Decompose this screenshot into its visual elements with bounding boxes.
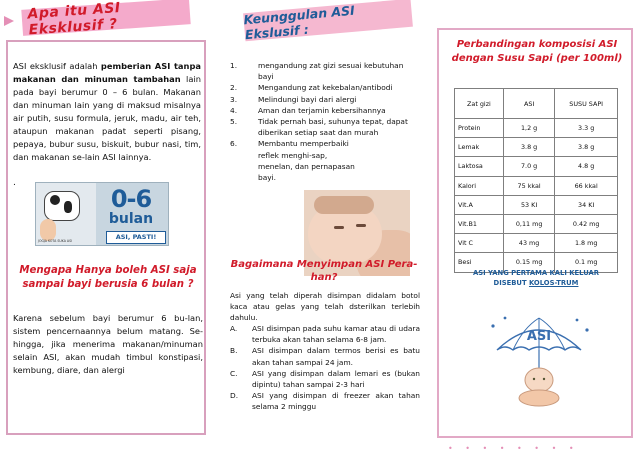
list-text: Melindungi bayi dari alergi: [258, 94, 357, 104]
promo-tag: ASI, PASTI!: [106, 231, 166, 244]
table-header: SUSU SAPI: [555, 89, 618, 119]
list-item: [230, 390, 420, 412]
list-item: [230, 138, 358, 183]
storage-list: [230, 323, 420, 413]
table-cell: Laktosa: [455, 157, 504, 176]
list-item: [230, 116, 416, 138]
list-item: [230, 105, 416, 116]
comparison-table: [454, 88, 618, 273]
list-text: ASI yang disimpan di freezer akan tahan selama 2 minggu: [252, 391, 420, 412]
list-text: Membantu memperbaiki reflek menghi-sap, menelan, dan pernapasan bayi.: [258, 139, 355, 183]
list-letter: B.: [230, 346, 238, 356]
kolostrum-note-text: ASI YANG PERTAMA KALI KELUAR DISEBUT: [472, 269, 600, 287]
table-cell: 3.3 g: [555, 119, 618, 138]
table-row: [455, 234, 618, 253]
table-cell: 66 kkal: [555, 176, 618, 195]
definition-text-end: lain pada bayi berumur 0 – 6 bulan. Makanan dan minuman lain yang di maksud misalnya air putih, susu formula, jeruk, madu, air teh, ataupun makanan padat seperti pisang, pepaya, bubur susu, biskuit, bubur nasi, tim, dan makanan se-lain ASI lainnya.: [13, 74, 202, 162]
table-cell: Vit.A: [455, 195, 504, 214]
table-cell: 4.8 g: [555, 157, 618, 176]
banner-keunggulan-text: Keunggulan ASI Ekslusif :: [243, 2, 356, 43]
promo-caption: JOGJA KOTA SUKA ASI: [38, 239, 73, 243]
cow-spot: [50, 195, 60, 205]
list-number: 1.: [230, 61, 238, 70]
table-row: [455, 157, 618, 176]
cow-icon: [44, 191, 80, 221]
list-item: [230, 82, 416, 93]
comparison-title: Perbandingan komposisi ASI dengan Susu Sapi (per 100ml): [451, 39, 623, 64]
decorative-dots: • • • • • • • •: [448, 444, 579, 452]
list-item: [230, 323, 420, 345]
baby-eye: [543, 378, 545, 380]
table-header: Zat gizi: [455, 89, 504, 119]
asi-0-6-bulan-image: [35, 182, 169, 246]
list-number: 6.: [230, 139, 238, 149]
banner-keunggulan: [243, 0, 413, 41]
list-letter: D.: [230, 391, 239, 401]
baby-head: [525, 368, 553, 392]
table-row: [455, 176, 618, 195]
advantages-list: [230, 60, 416, 183]
list-item: [230, 368, 420, 390]
rain-drop: [491, 324, 494, 327]
table-cell: Protein: [455, 119, 504, 138]
table-cell: 7.0 g: [503, 157, 554, 176]
table-cell: 0.15 mg: [503, 253, 554, 272]
list-text: mengandung zat gizi sesuai kebutuhan bayi: [258, 61, 404, 82]
heading-why-only-asi: Mengapa Hanya boleh ASI saja sampai bayi berusia 6 bulan ?: [19, 265, 197, 290]
table-cell: 3.8 g: [503, 138, 554, 157]
list-text: Aman dan terjamin kebersihannya: [258, 105, 386, 115]
table-row: [455, 119, 618, 138]
list-letter: C.: [230, 368, 238, 378]
list-number: 3.: [230, 94, 238, 104]
list-item: [230, 345, 420, 367]
baby-eye: [334, 226, 344, 229]
list-number: 5.: [230, 117, 238, 127]
rain-drop: [585, 328, 588, 331]
list-letter: A.: [230, 324, 238, 333]
kolostrum-note-term: KOLOS-TRUM: [528, 279, 579, 287]
list-text: Mengandung zat kekebalan/antibodi: [258, 83, 393, 93]
list-number: 2.: [230, 83, 238, 93]
table-row: [455, 214, 618, 233]
triangle-marker-icon: [4, 16, 14, 26]
why-paragraph: Karena sebelum bayi berumur 6 bu-lan, sistem pencernaannya belum matang. Se-hingga, jika menerima makanan/minuman selain ASI, akan mudah timbul konstipasi, kembung, diare, dan alergi: [13, 313, 203, 375]
table-header: ASI: [503, 89, 554, 119]
list-text: Tidak pernah basi, suhunya tepat, dapat diberikan setiap saat dan murah: [258, 117, 408, 138]
rain-drop: [504, 317, 507, 320]
table-cell: 3.8 g: [555, 138, 618, 157]
banner-apa-itu-asi: [21, 0, 190, 39]
table-cell: 53 KI: [503, 195, 554, 214]
baby-icon: [40, 219, 56, 241]
table-cell: Vit.B1: [455, 214, 504, 233]
definition-paragraph: [13, 60, 201, 164]
cow-spot: [64, 201, 72, 213]
table-cell: 75 kkal: [503, 176, 554, 195]
baby-hair-shape: [314, 196, 374, 214]
table-cell: 1,2 g: [503, 119, 554, 138]
list-number: 4.: [230, 105, 238, 115]
kolostrum-note: [469, 268, 603, 288]
table-cell: 0.42 mg: [555, 214, 618, 233]
list-item: [230, 94, 416, 105]
table-cell: 1.8 mg: [555, 234, 618, 253]
list-text: ASI yang disimpan dalam lemari es (bukan dipintu) tahan sampai 2-3 hari: [252, 368, 420, 390]
table-cell: Lemak: [455, 138, 504, 157]
panel-definition: [6, 40, 206, 435]
storage-intro: Asi yang telah diperah disimpan didalam botol kaca atau gelas yang telah dsterilkan terlebih dahulu.: [230, 291, 420, 323]
rain-drop: [576, 319, 579, 322]
table-header-row: [455, 89, 618, 119]
asi-umbrella-baby-illustration: [479, 308, 599, 408]
stray-dot: .: [13, 178, 16, 188]
umbrella-label: ASI: [526, 329, 552, 344]
table-cell: Besi: [455, 253, 504, 272]
panel-advantages: [218, 40, 428, 435]
table-cell: 34 KI: [555, 195, 618, 214]
definition-text-bold: pemberian ASI tanpa makanan dan minuman tambahan: [13, 61, 201, 84]
heading-storage: Bagaimana Menyimpan ASI Pera-han?: [230, 259, 418, 283]
baby-eye: [533, 378, 535, 380]
table-row: [455, 195, 618, 214]
table-cell: 43 mg: [503, 234, 554, 253]
baby-body: [519, 390, 559, 406]
table-cell: Vit C: [455, 234, 504, 253]
table-cell: Kalori: [455, 176, 504, 195]
promo-number: 0-6: [110, 185, 152, 213]
banner-apa-itu-asi-text: Apa itu ASI Eksklusif ?: [27, 0, 122, 39]
table-cell: 0,11 mg: [503, 214, 554, 233]
table-cell: 0.1 mg: [555, 253, 618, 272]
list-item: [230, 60, 416, 82]
panel-comparison: [437, 28, 633, 438]
list-text: ASI disimpan dalam termos berisi es batu akan tahan sampai 24 jam.: [252, 346, 420, 367]
promo-unit: bulan: [108, 211, 154, 227]
definition-text-start: ASI eksklusif adalah: [13, 61, 101, 71]
baby-eye: [356, 224, 366, 227]
list-text: ASI disimpan pada suhu kamar atau di udara terbuka akan tahan selama 6-8 jam.: [252, 324, 420, 345]
table-row: [455, 138, 618, 157]
